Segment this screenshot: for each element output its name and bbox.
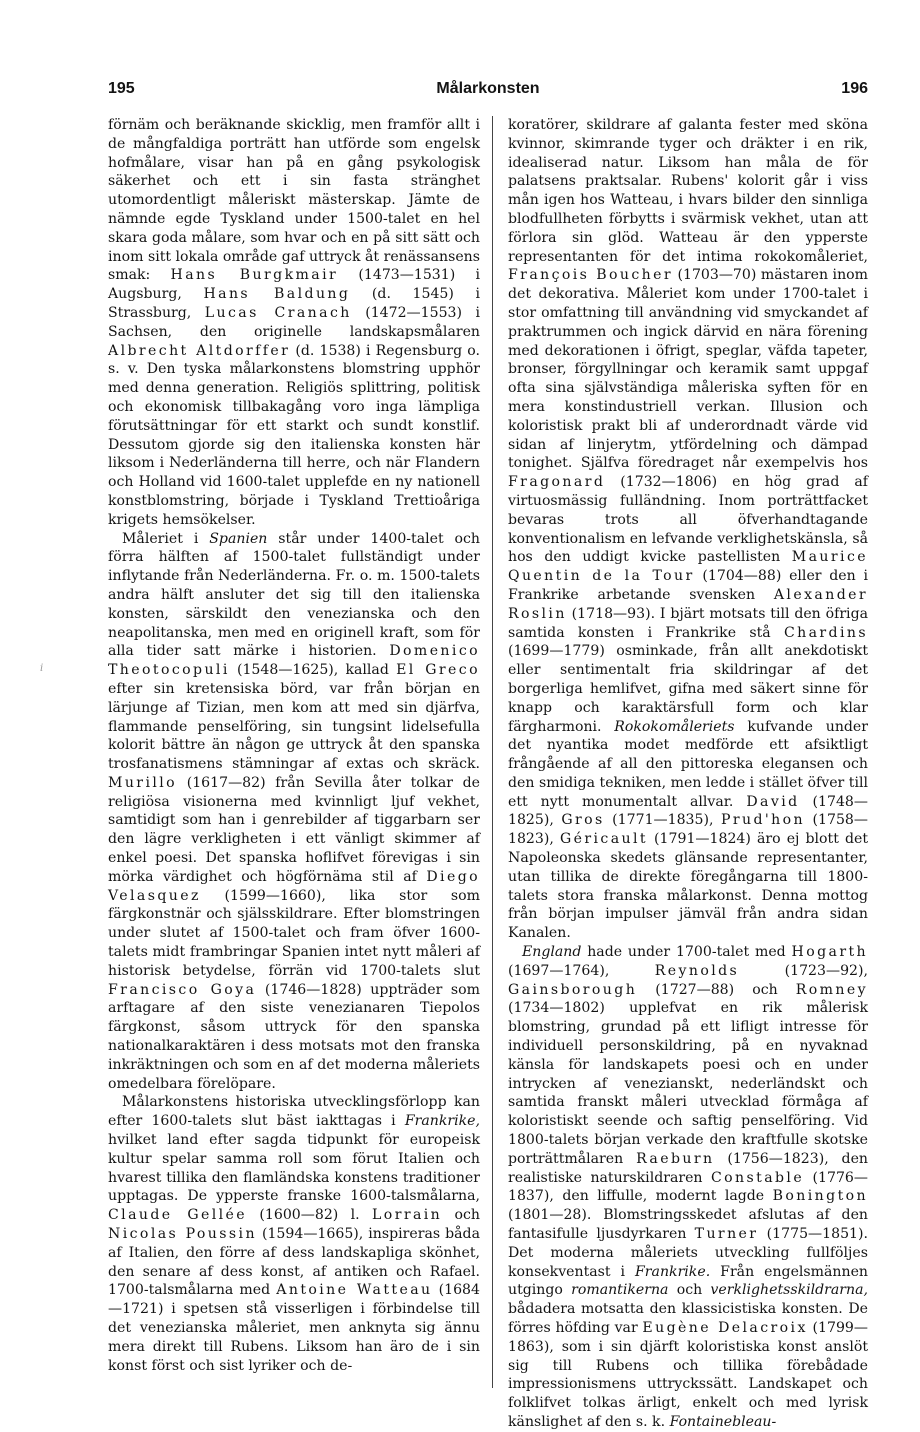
text-run: (1704—88) eller den i Frankrike arbetande svensken [508, 568, 868, 603]
text-run: Målarkonstens historiska utvecklingsförlopp kan efter 1600-talets slut bäst iakttagas i [108, 1094, 480, 1130]
spaced-name: Géricault [559, 831, 648, 848]
text-run: (1703—70) mästaren inom det dekorativa. Måleriet kom under 1700-talet i stor omfattning till användning vid smyckandet af praktrummen och ingick därvid en nära förening med dekorationen i öfrigt, speglar, väfda tapeter, bronser, förgyllningar och keramik samt uppgaf ofta sina självständiga måleriska syften för en mera konstindustriell verkan. Illusion och koloristisk prakt bli af underordnadt värde vid sidan af linjerytm, ytfördelning och dämpad tonighet. Själfva föredraget når exempelvis hos [508, 267, 868, 472]
spaced-name: Nicolas Poussin [108, 1226, 257, 1243]
text-run: (1791—1824) äro ej blott det Napoleonska skedets glänsande representanter, utan tillika de direkte föregångarna till 1800-talets stora franska målarkonst. Denna mottog från början impulser jämväl från andra sidan Kanalen. [508, 831, 868, 942]
spaced-name: Domenico Theotocopuli [108, 643, 480, 679]
text-run: (1771—1835), [604, 812, 721, 829]
italic-term: Frankrike. [635, 1263, 711, 1280]
spaced-name: Maurice Quentin de la Tour [508, 549, 868, 585]
paragraph [108, 1093, 480, 1375]
text-run: (1473—1531) i Augsburg, [108, 267, 480, 303]
text-run: Måleriet i [122, 530, 210, 547]
left-column [108, 116, 480, 1375]
text-run: (1548—1625), kallad [229, 662, 397, 679]
text-run: står under 1400-talet och förra hälften af 1500-talet fullständigt under inflytande från Nederländerna. Fr. o. m. 1500-talets andra hälft ansluter det sig till den italienska konsten, särskildt den venezianska och den neapolitanska, men med en originell kraft, som för alla tider satt märke i historien. [108, 530, 480, 660]
spaced-name: Diego Velasquez [108, 868, 480, 904]
text-run: (1734—1802) upplefvat en rik målerisk blomstring, grundad på ett lifligt intresse för individuell personskildring, på en nyvaknad känsla för landskapets poesi och en under intrycken af venezianskt, nederländskt och samtida franskt måleri utvecklad förmåga af koloristiskt seende och saftig penselföring. Vid 1800-talets början verkade den kraftfulle skotske porträttmålaren [508, 1000, 868, 1167]
text-run: förnäm och beräknande skicklig, men framför allt i de mångfaldiga porträtt han utförde som engelsk hofmålare, visar han på en gång psykologisk säkerhet och ett i sin fasta stränghet utomordentligt måleriskt mästerskap. Jämte de nämnde egde Tyskland under 1500-talet en hel skara goda målare, som hvar och en på sitt sätt och inom sitt lokala område gaf uttryck åt renässansens smak: [108, 117, 480, 284]
spaced-name: Hans Baldung [203, 286, 351, 303]
spaced-name: El Greco [396, 662, 480, 679]
italic-term: Fontainebleau- [669, 1413, 777, 1430]
text-run: (1617—82) från Sevilla åter tolkar de religiösa visionerna med kvinnligt ljuf vekhet, samtidigt som han i genrebilder af tiggarbarn ser den lägre verkligheten i ett vänligt skimmer af enkel poesi. Det spanska hoflifvet förevigas i sin mörka värdighet och högförnäma stil af [108, 774, 480, 885]
column-divider [492, 116, 493, 1388]
spaced-name: François Boucher [508, 267, 673, 284]
text-run: och [668, 1282, 711, 1299]
spaced-name: Murillo [108, 774, 178, 791]
text-run: (1775—1851). Det moderna måleriets utveckling fullföljes konsekventast i [508, 1226, 868, 1280]
paragraph [108, 116, 480, 530]
text-run: (1732—1806) en hög grad af virtuosmässig fulländning. Inom porträttfacket bevaras trots all öfverhandtagande konventionalism en lefvande verklighetskänsla, så hos den uddigt kvicke pastellisten [508, 474, 868, 566]
spaced-name: David [746, 793, 800, 810]
text-run: (1684—1721) i spetsen stå visserligen i förbindelse till det venezianska måleriet, men anknyta sig ännu mera direkt till Rubens. Liksom han äro de i sin konst först och sist lyriker och de- [108, 1282, 480, 1374]
text-run: (1801—28). Blomstringsskedet afslutas af den fantasifulle ljusdyrkaren [508, 1207, 868, 1243]
text-run: (1723—92), [739, 962, 868, 979]
italic-term: romantikerna [571, 1282, 669, 1299]
spaced-name: Antoine Watteau [276, 1282, 433, 1299]
margin-mark: i [40, 663, 44, 674]
page-header [108, 80, 868, 104]
spaced-name: Romney [795, 981, 868, 998]
spaced-name: Lorrain [372, 1207, 443, 1224]
italic-term: Rokokomåleriets [614, 718, 735, 735]
italic-term: Spanien [209, 530, 268, 547]
text-run: (1594—1665), inspireras båda af Italien, den förre af dess landskapliga skönhet, den senare af dess konst, af antiken och Rafael. 1700-talsmålarna med [108, 1226, 480, 1299]
spaced-name: Eugène Delacroix [642, 1320, 808, 1336]
spaced-name: Gros [561, 812, 605, 829]
paragraph [508, 116, 868, 943]
spaced-name: Hans Burgkmair [170, 267, 339, 284]
running-title: Målarkonsten [436, 80, 540, 97]
text-run: efter sin kretensiska börd, var från början en lärjunge af Tizian, men kom att med sin djärfva, flammande penselföring, sin tungsint lidelsefulla kolorit bättre än någon ge uttryck åt den spanska trosfanatismens stämningar af extas och skräck. [108, 680, 480, 773]
text-run: (d. 1545) i Strassburg, [108, 286, 480, 321]
text-run: (1727—88) och [637, 981, 796, 998]
spaced-name: Lucas Cranach [204, 304, 352, 321]
text-run: och [442, 1207, 480, 1224]
text-run: kufvande under det nyantika modet medförde ett afsiktligt frångående af all den pittoreska elegansen och den smidiga tekniken, men ledde i stället öfver till ett nytt monumentalt allvar. [508, 718, 868, 810]
spaced-name: Claude Gellée [108, 1207, 248, 1224]
spaced-name: Turner [694, 1226, 759, 1243]
spaced-name: Chardins [783, 624, 868, 641]
right-column [508, 116, 868, 1432]
text-run: bådadera motsatta den klassicistiska konsten. De förres höfding var [508, 1301, 868, 1336]
text-run: hade under 1700-talet med [581, 944, 792, 961]
spaced-name: Prud'hon [720, 812, 806, 829]
spaced-name: Reynolds [654, 962, 740, 979]
text-run: (1697—1764), [508, 962, 655, 979]
text-run: (1758—1823), [508, 812, 868, 848]
text-run: (1748—1825), [508, 793, 868, 829]
text-run: (1799—1863), som i sin djärft koloristiska konst anslöt sig till Rubens och tillika förebådade impressionismens uttryckssätt. Landskapet och folklifvet tolkas ärligt, enkelt och med lyrisk känslighet af den s. k. [508, 1320, 868, 1430]
italic-term: Frankrike, [404, 1113, 480, 1130]
spaced-name: Gainsborough [508, 981, 638, 998]
page-number-left: 195 [108, 80, 135, 97]
spaced-name: Fragonard [508, 474, 606, 491]
page-number-right: 196 [841, 80, 868, 97]
spaced-name: Raeburn [636, 1150, 715, 1167]
spaced-name: Alexander Roslin [508, 586, 868, 622]
paragraph [508, 943, 868, 1432]
text-run: (1746—1828) uppträder som arftagare af den siste venezianaren Tiepolos färgkonst, såsom uttryck för den spanska nationalkaraktären i dess motsats mot den franska inkräktningen och som en af det moderna måleriets omedelbara förelöpare. [108, 981, 481, 1092]
text-run: (d. 1538) i Regensburg o. s. v. Den tyska målarkonstens blomstring upphör med denna generation. Religiös splittring, politisk och ekonomisk tillbakagång voro inga lämpliga förutsättningar för ett starkt och sundt konstlif. Dessutom gjorde sig den italienska konsten här liksom i Nederländerna till herre, och när Flandern och Holland vid 1600-talet upplefde en ny nationell konstblomstring, började i Tyskland Trettioåriga krigets hemsökelser. [108, 342, 480, 528]
spaced-name: Hogarth [791, 944, 868, 961]
spaced-name: Francisco Goya [108, 981, 257, 998]
spaced-name: Bonington [772, 1188, 868, 1205]
text-run: (1472—1553) i Sachsen, den originelle landskapsmålaren [108, 304, 480, 340]
italic-term: England [522, 944, 582, 961]
text-run: (1599—1660), lika stor som färgkonstnär och själsskildrare. Efter blomstringen under slutet af 1500-talet och fram öfver 1600-talets midt frambringar Spanien intet nytt måleri af historisk betydelse, förrän vid 1700-talets slut [108, 887, 480, 979]
text-run: (1600—82) l. [247, 1207, 373, 1224]
text-run: (1699—1779) osminkade, från allt anekdotiskt eller sentimentalt fria skildringar af det borgerliga hemlifvet, gifna med säkert sinne för knapp och karaktärsfull form och klar färgharmoni. [508, 643, 868, 735]
text-run: (1756—1823), den realistiske naturskildraren [508, 1150, 868, 1186]
text-run: (1718—93). I bjärt motsats till den öfriga samtida konsten i Frankrike stå [508, 605, 868, 641]
text-run: Från engelsmännen utgingo [508, 1263, 868, 1299]
paragraph [108, 530, 480, 1094]
text-run: hvilket land efter sagda tidpunkt för europeisk kultur spelar samma roll som förut Italien och hvarest tillika den flamländska konstens traditioner upptagas. De ypperste franske 1600-talsmålarna, [108, 1132, 480, 1205]
italic-term: verklighetsskildrarna, [710, 1282, 868, 1299]
spaced-name: Albrecht Altdorffer [108, 342, 291, 359]
spaced-name: Constable [710, 1169, 805, 1186]
text-run: koratörer, skildrare af galanta fester med sköna kvinnor, skimrande tyger och dräkter i en rik, idealiserad natur. Liksom han måla de för palatsens praktsalar. Rubens' kolorit går i viss mån igen hos Watteau, i hvars bilder den sinnliga blodfullheten förbytts i svärmisk vekhet, utan att förlora sin glöd. Watteau är den ypperste representanten för det intima rokokomåleriet, [508, 117, 868, 265]
text-run: (1776—1837), den liffulle, modernt lagde [508, 1169, 868, 1205]
